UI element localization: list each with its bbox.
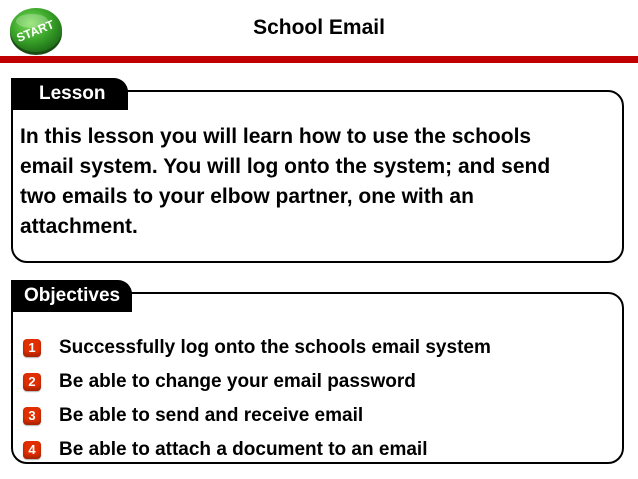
objectives-list: [23, 331, 491, 467]
page-title: School Email: [253, 16, 385, 39]
number-1-icon: 1: [23, 339, 41, 357]
objective-label: Be able to change your email password: [59, 371, 416, 392]
objective-label: Be able to attach a document to an email: [59, 439, 428, 460]
objective-item: [23, 331, 491, 365]
objective-item: [23, 365, 491, 399]
slide-header: [0, 0, 638, 62]
objective-label: Be able to send and receive email: [59, 405, 364, 426]
number-3-icon: 3: [23, 407, 41, 425]
objectives-panel: [11, 292, 624, 464]
number-4-icon: 4: [23, 441, 41, 459]
lesson-panel: [11, 90, 624, 263]
number-2-icon: 2: [23, 373, 41, 391]
objective-item: [23, 433, 491, 467]
lesson-text: In this lesson you will learn how to use the schools email system. You will log onto the system; and send two emails to your elbow partner, one with an attachment.: [20, 125, 551, 238]
title-divider: [0, 56, 638, 63]
objective-label: Successfully log onto the schools email system: [59, 337, 491, 358]
objectives-tab: Objectives: [11, 280, 132, 312]
objective-item: [23, 399, 491, 433]
lesson-tab: Lesson: [11, 78, 128, 110]
start-badge-text: START: [14, 17, 57, 45]
